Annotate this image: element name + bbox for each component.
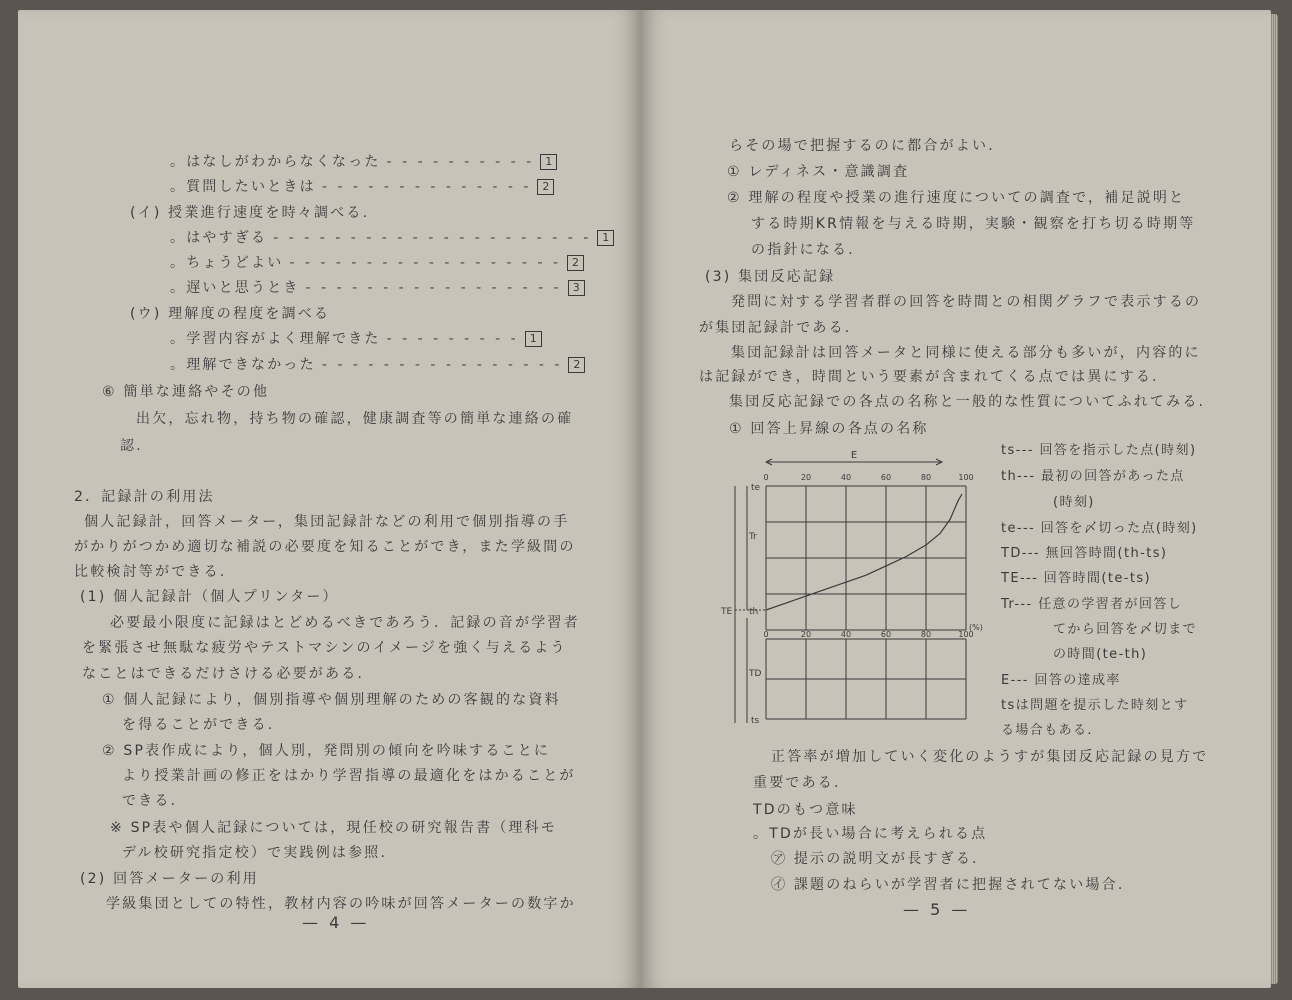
definition-line: ts--- 回答を指示した点(時刻) bbox=[1001, 443, 1197, 458]
bottom-tick-label: 100 bbox=[958, 630, 974, 639]
paragraph-line: 集団反応記録での各点の名称と一般的な性質についてふれてみる. bbox=[729, 394, 1206, 410]
subheading: (1) 個人記録計（個人プリンター） bbox=[80, 589, 339, 605]
choice-box: 1 bbox=[597, 230, 614, 246]
paragraph-line: がかりがつかめ適切な補説の必要度を知ることができ，また学級間の bbox=[74, 539, 576, 555]
paragraph-line: 出欠，忘れ物，持ち物の確認，健康調査等の簡単な連絡の確 bbox=[136, 411, 574, 427]
subheading: (イ) 授業進行速度を時々調べる. bbox=[130, 205, 370, 221]
option-text: 。はなしがわからなくなった bbox=[170, 154, 381, 170]
paragraph-line: らその場で把握するのに都合がよい. bbox=[729, 138, 995, 154]
leader-dashes: - - - - - - - - - bbox=[386, 331, 519, 347]
top-tick-label: 0 bbox=[763, 473, 769, 482]
top-tick-label: 40 bbox=[840, 473, 852, 482]
paragraph-line: を得ることができる. bbox=[122, 717, 275, 733]
page-number: — 4 — bbox=[302, 913, 370, 932]
subheading: TDのもつ意味 bbox=[753, 802, 858, 818]
lower-grid bbox=[766, 639, 966, 719]
definition-line: th--- 最初の回答があった点 bbox=[1001, 469, 1185, 484]
bottom-tick-label: 0 bbox=[763, 630, 769, 639]
option-line bbox=[170, 279, 585, 297]
top-tick-label: 80 bbox=[920, 473, 932, 482]
right-page bbox=[641, 10, 1271, 988]
option-line bbox=[170, 153, 557, 171]
choice-box: 3 bbox=[568, 280, 585, 296]
th-label: th bbox=[749, 607, 759, 617]
bottom-tick-label: 40 bbox=[840, 630, 852, 639]
option-line bbox=[170, 356, 585, 374]
upper-grid bbox=[766, 486, 966, 630]
bottom-tick-label: 60 bbox=[880, 630, 892, 639]
subheading: (2) 回答メーターの利用 bbox=[80, 871, 259, 887]
choice-box: 2 bbox=[568, 357, 585, 373]
option-text: 。遅いと思うとき bbox=[170, 280, 300, 296]
choice-box: 2 bbox=[537, 179, 554, 195]
definition-line: te--- 回答を〆切った点(時刻) bbox=[1001, 521, 1198, 536]
definition-line: る場合もある. bbox=[1001, 723, 1093, 738]
paragraph-line: 個人記録計，回答メーター，集団記録計などの利用で個別指導の手 bbox=[84, 514, 570, 530]
option-text: 。理解できなかった bbox=[170, 357, 316, 373]
response-curve-chart bbox=[721, 444, 981, 734]
list-item: ② SP表作成により，個人別，発問別の傾向を吟味することに bbox=[102, 743, 551, 759]
paragraph-line: を緊張させ無駄な疲労やテストマシンのイメージを強く与えるよう bbox=[82, 640, 567, 656]
option-text: 。ちょうどよい bbox=[170, 255, 284, 271]
paragraph-line: 正答率が増加していく変化のようすが集団反応記録の見方で bbox=[771, 749, 1209, 765]
definition-line: (時刻) bbox=[1053, 495, 1095, 510]
paragraph-line: 学級集団としての特性，教材内容の吟味が回答メーターの数字か bbox=[106, 896, 576, 912]
te-axis-label: TE bbox=[721, 607, 733, 617]
page-number: — 5 — bbox=[903, 900, 971, 919]
list-item: ① レディネス・意識調査 bbox=[727, 164, 910, 180]
axis-annotations bbox=[720, 450, 983, 726]
note-line: ※ SP表や個人記録については，現任校の研究報告書（理科モ bbox=[110, 820, 558, 836]
td-label: TD bbox=[749, 669, 762, 679]
list-item: 。TDが長い場合に考えられる点 bbox=[753, 826, 988, 842]
subheading: (ウ) 理解度の程度を調べる bbox=[130, 306, 331, 322]
list-item: ② 理解の程度や授業の進行速度についての調査で，補足説明と bbox=[727, 190, 1186, 206]
paragraph-line: 集団記録計は回答メータと同様に使える部分も多いが，内容的に bbox=[731, 345, 1201, 361]
option-line bbox=[170, 254, 584, 272]
bottom-tick-label: 80 bbox=[920, 630, 932, 639]
option-line bbox=[170, 229, 614, 247]
paragraph-line: より授業計画の修正をはかり学習指導の最適化をはかることが bbox=[122, 768, 576, 784]
leader-dashes: - - - - - - - - - - - - - - - - - bbox=[305, 280, 562, 296]
choice-box: 2 bbox=[567, 255, 584, 271]
paragraph-line: なことはできるだけさける必要がある. bbox=[82, 666, 365, 682]
definition-line: の時間(te-th) bbox=[1053, 647, 1148, 662]
section-heading: 2．記録計の利用法 bbox=[74, 489, 215, 505]
paragraph-line: 比較検討等ができる. bbox=[74, 564, 227, 580]
left-page bbox=[18, 10, 640, 988]
paragraph-line: の指針になる. bbox=[751, 242, 855, 258]
leader-dashes: - - - - - - - - - - - - - - - - bbox=[321, 357, 563, 373]
paragraph-line: できる. bbox=[122, 793, 178, 809]
top-tick-label: 100 bbox=[958, 473, 974, 482]
choice-box: 1 bbox=[540, 154, 557, 170]
paragraph-line: 必要最小限度に記録はとどめるべきであろう．記録の音が学習者 bbox=[110, 615, 580, 631]
option-line bbox=[170, 330, 542, 348]
paragraph-line: 認. bbox=[120, 438, 143, 454]
ts-label: ts bbox=[751, 716, 760, 726]
list-item: ㋐ 提示の説明文が長すぎる. bbox=[771, 851, 979, 867]
top-tick-label: 60 bbox=[880, 473, 892, 482]
definition-line: TE--- 回答時間(te-ts) bbox=[1001, 571, 1151, 586]
list-item: ① 回答上昇線の各点の名称 bbox=[729, 421, 929, 437]
option-text: 。はやすぎる bbox=[170, 230, 268, 246]
section-heading: (3) 集団反応記録 bbox=[705, 269, 836, 285]
tr-label: Tr bbox=[749, 532, 757, 542]
paragraph-line: は記録ができ，時間という要素が含まれてくる点では異にする. bbox=[699, 369, 1159, 385]
option-text: 。質問したいときは bbox=[170, 179, 316, 195]
definition-line: tsは問題を提示した時刻とす bbox=[1001, 698, 1189, 713]
paragraph-line: 発問に対する学習者群の回答を時間との相関グラフで表示するの bbox=[731, 294, 1202, 310]
definition-line: てから回答を〆切まで bbox=[1053, 622, 1198, 637]
option-text: 。学習内容がよく理解できた bbox=[170, 331, 381, 347]
leader-dashes: - - - - - - - - - - bbox=[386, 154, 535, 170]
leader-dashes: - - - - - - - - - - - - - - - - - - - - - bbox=[273, 230, 592, 246]
definition-line: Tr--- 任意の学習者が回答し bbox=[1001, 597, 1183, 612]
bottom-tick-label: 20 bbox=[800, 630, 812, 639]
definition-line: TD--- 無回答時間(th-ts) bbox=[1001, 546, 1168, 561]
e-label: E bbox=[850, 450, 858, 461]
definition-line: E--- 回答の達成率 bbox=[1001, 673, 1121, 688]
leader-dashes: - - - - - - - - - - - - - - bbox=[321, 179, 532, 195]
leader-dashes: - - - - - - - - - - - - - - - - - - bbox=[289, 255, 561, 271]
paragraph-line: する時期KR情報を与える時期，実験・観察を打ち切る時期等 bbox=[751, 216, 1196, 232]
choice-box: 1 bbox=[525, 331, 542, 347]
paragraph-line: が集団記録計である. bbox=[699, 320, 852, 336]
list-item: ⑥ 簡単な連絡やその他 bbox=[102, 384, 270, 400]
list-item: ㋑ 課題のねらいが学習者に把握されてない場合. bbox=[771, 877, 1125, 893]
te-label: te bbox=[751, 483, 761, 493]
option-line bbox=[170, 178, 554, 196]
list-item: ① 個人記録により，個別指導や個別理解のための客観的な資料 bbox=[102, 692, 561, 708]
bottom-unit-label: (%) bbox=[969, 623, 983, 632]
paragraph-line: 重要である. bbox=[753, 775, 841, 791]
note-line: デル校研究指定校）で実践例は参照. bbox=[122, 845, 388, 861]
top-tick-label: 20 bbox=[800, 473, 812, 482]
response-curve-line bbox=[766, 494, 962, 610]
